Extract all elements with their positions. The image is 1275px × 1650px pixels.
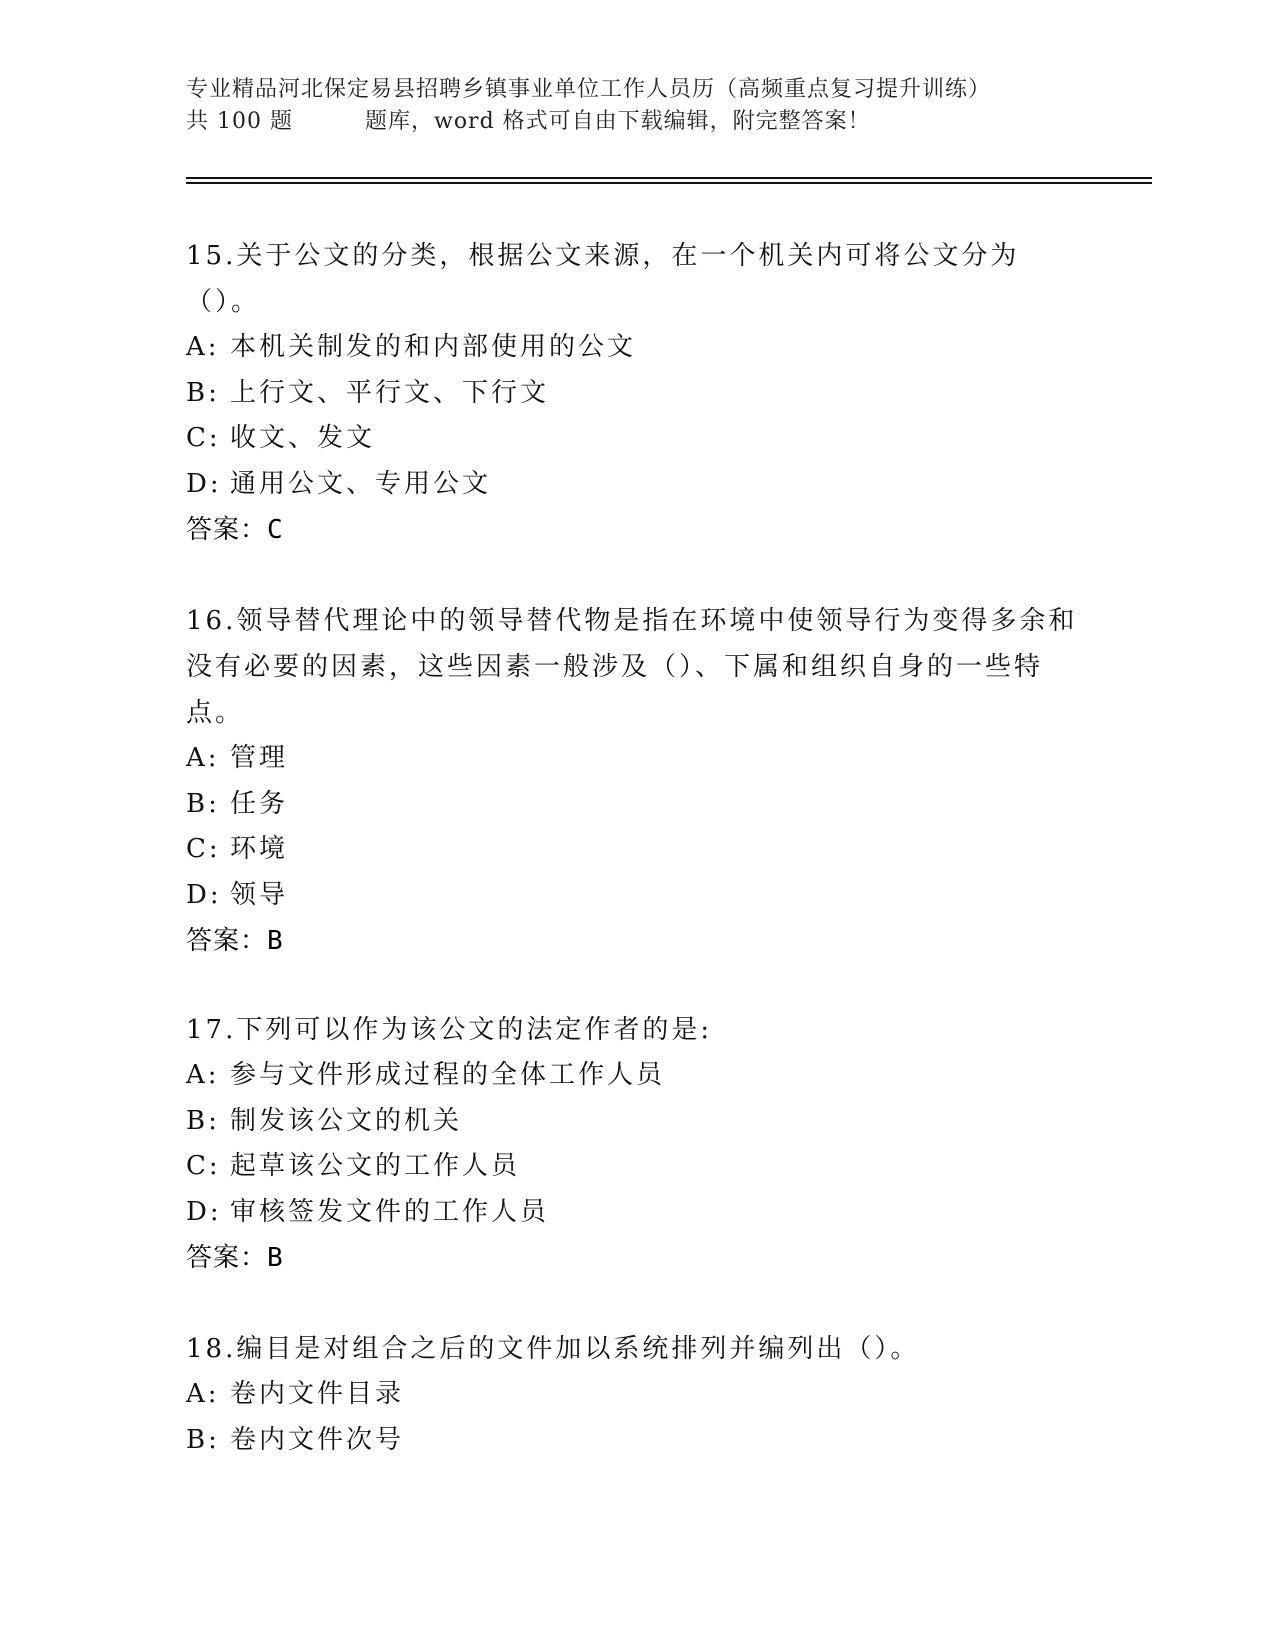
answer-line (186, 918, 1086, 964)
option-letter: A: (186, 332, 220, 362)
answer-value: B (267, 926, 284, 956)
answer-value: B (267, 1243, 284, 1273)
answer-line (186, 507, 1086, 553)
answer-label: 答案： (186, 515, 268, 545)
option-text: 环境 (230, 834, 289, 864)
answer-line (186, 1235, 1086, 1281)
option-text: 卷内文件次号 (230, 1424, 405, 1455)
option-letter: A: (186, 1379, 220, 1409)
header-divider-top (186, 177, 1152, 179)
option-text: 起草该公文的工作人员 (230, 1151, 521, 1181)
option-letter: B: (186, 788, 220, 819)
option-b (186, 371, 1086, 417)
option-letter: A: (186, 1060, 220, 1090)
option-b (186, 1418, 1086, 1464)
document-header (186, 74, 1086, 138)
option-letter: D: (186, 468, 222, 499)
option-letter: C: (186, 423, 221, 453)
option-text: 本机关制发的和内部使用的公文 (230, 332, 637, 362)
option-text: 卷内文件目录 (230, 1379, 405, 1409)
option-letter: D: (186, 879, 222, 910)
answer-label: 答案： (186, 1243, 268, 1273)
option-letter: D: (186, 1196, 222, 1227)
option-c (186, 827, 1086, 873)
option-c (186, 1144, 1086, 1190)
question-stem: 18.编目是对组合之后的文件加以系统排列并编列出（）。 (186, 1334, 920, 1364)
answer-label: 答案： (186, 926, 268, 956)
option-d (186, 873, 1086, 919)
option-text: 参与文件形成过程的全体工作人员 (230, 1060, 666, 1090)
answer-value: C (267, 515, 284, 545)
option-text: 通用公文、专用公文 (230, 468, 492, 499)
option-c (186, 416, 1086, 462)
option-b (186, 782, 1086, 828)
question-16 (186, 598, 1086, 964)
option-d (186, 1190, 1086, 1236)
question-17 (186, 1007, 1086, 1281)
option-text: 收文、发文 (230, 423, 376, 453)
header-subtitle (186, 106, 1086, 138)
header-question-count: 共 100 题 (186, 109, 293, 134)
option-text: 制发该公文的机关 (230, 1105, 463, 1136)
question-stem: 17.下列可以作为该公文的法定作者的是: (186, 1015, 713, 1045)
option-letter: B: (186, 1105, 220, 1136)
option-letter: C: (186, 1151, 221, 1181)
option-text: 审核签发文件的工作人员 (230, 1196, 550, 1227)
option-a (186, 1053, 1086, 1099)
option-text: 上行文、平行文、下行文 (230, 377, 550, 408)
option-a (186, 736, 1086, 782)
header-divider-bottom (186, 182, 1152, 184)
question-stem: 16.领导替代理论中的领导替代物是指在环境中使领导行为变得多余和没有必要的因素，这些因素一般涉及（）、下属和组织自身的一些特点。 (186, 606, 1078, 728)
option-letter: A: (186, 743, 220, 773)
header-title: 专业精品河北保定易县招聘乡镇事业单位工作人员历（高频重点复习提升训练） (186, 77, 992, 102)
header-description: 题库，word 格式可自由下载编辑，附完整答案！ (364, 109, 871, 134)
question-15 (186, 233, 1086, 553)
option-letter: B: (186, 377, 220, 408)
question-stem: 15.关于公文的分类，根据公文来源，在一个机关内可将公文分为（）。 (186, 241, 1020, 317)
option-text: 任务 (230, 788, 289, 819)
option-text: 管理 (230, 743, 289, 773)
option-letter: B: (186, 1424, 220, 1455)
option-d (186, 462, 1086, 508)
option-b (186, 1099, 1086, 1145)
option-a (186, 1372, 1086, 1418)
question-18 (186, 1326, 1086, 1463)
option-text: 领导 (230, 879, 289, 910)
option-a (186, 325, 1086, 371)
option-letter: C: (186, 834, 221, 864)
